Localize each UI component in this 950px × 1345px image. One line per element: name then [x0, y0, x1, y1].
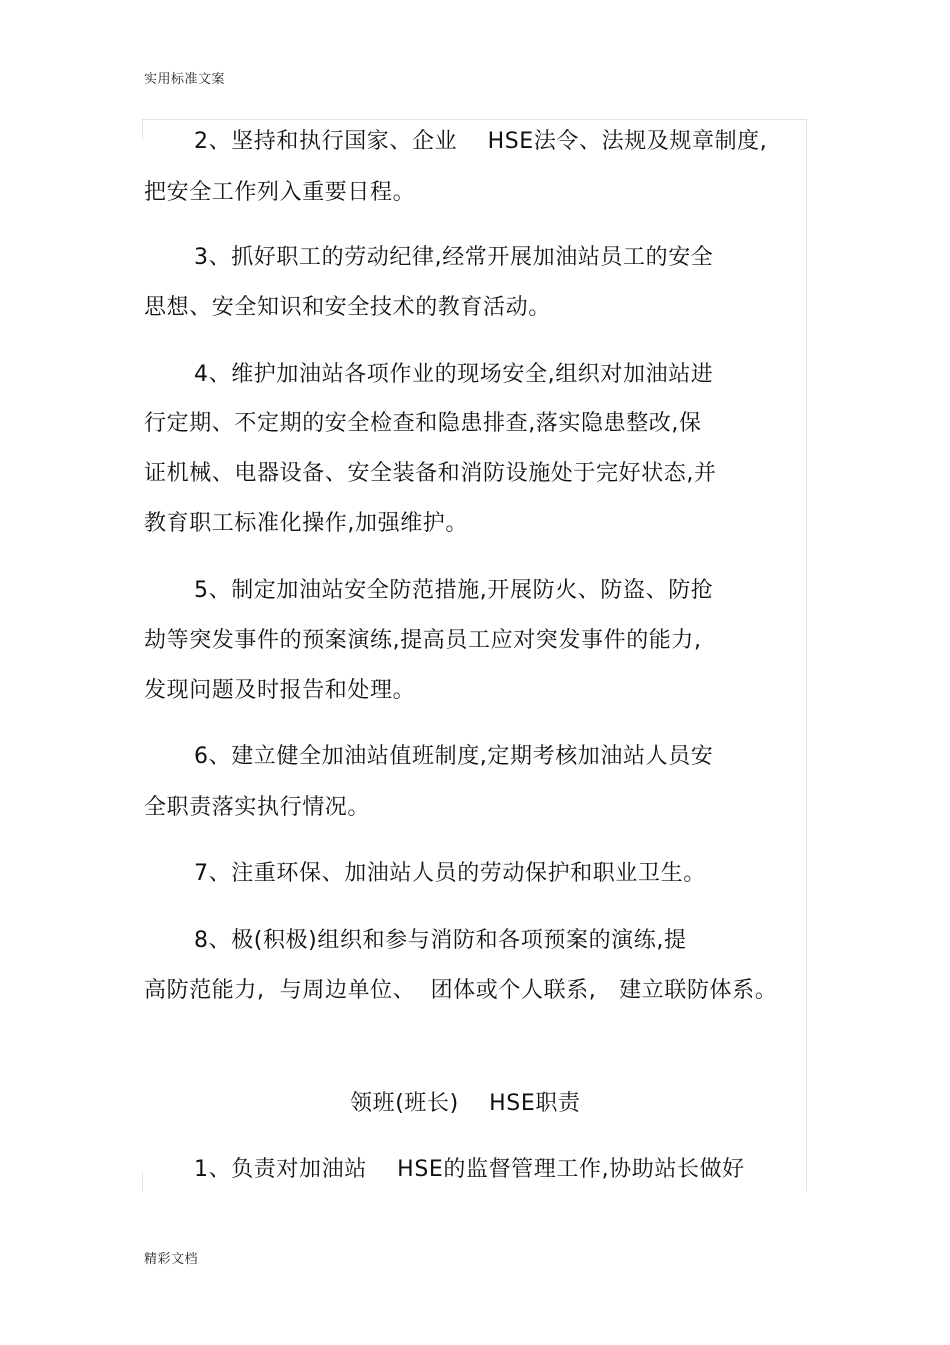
paragraph-5-line-1: 5、制定加油站安全防范措施,开展防火、防盗、防抢 [194, 578, 714, 603]
paragraph-4-line-2: 行定期、不定期的安全检查和隐患排查,落实隐患整改,保 [144, 411, 702, 436]
paragraph-5-line-3: 发现问题及时报告和处理。 [144, 678, 416, 703]
page-header: 实用标准文案 [144, 72, 226, 87]
frame-left-border-bottom [142, 1172, 143, 1192]
frame-left-border-top [142, 119, 143, 139]
paragraph-2-line-1: 2、坚持和执行国家、企业 HSE法令、法规及规章制度, [194, 129, 768, 154]
paragraph-6-line-1: 6、建立健全加油站值班制度,定期考核加油站人员安 [194, 744, 714, 769]
paragraph-3-line-2: 思想、安全知识和安全技术的教育活动。 [144, 295, 551, 320]
paragraph-6-line-2: 全职责落实执行情况。 [144, 795, 371, 820]
paragraph-7-line-1: 7、注重环保、加油站人员的劳动保护和职业卫生。 [194, 861, 706, 886]
paragraph-8-line-1: 8、极(积极)组织和参与消防和各项预案的演练,提 [194, 928, 687, 953]
paragraph-5-line-2: 劫等突发事件的预案演练,提高员工应对突发事件的能力, [144, 628, 702, 653]
frame-right-border [806, 119, 807, 1191]
section-paragraph-1-line-1: 1、负责对加油站 HSE的监督管理工作,协助站长做好 [194, 1157, 745, 1182]
paragraph-3-line-1: 3、抓好职工的劳动纪律,经常开展加油站员工的安全 [194, 245, 714, 270]
frame-top-border [142, 119, 806, 120]
paragraph-8-line-2: 高防范能力, 与周边单位、 团体或个人联系, 建立联防体系。 [144, 978, 778, 1003]
paragraph-4-line-4: 教育职工标准化操作,加强维护。 [144, 511, 468, 536]
paragraph-4-line-1: 4、维护加油站各项作业的现场安全,组织对加油站进 [194, 362, 714, 387]
page-footer: 精彩文档 [144, 1252, 199, 1267]
paragraph-2-line-2: 把安全工作列入重要日程。 [144, 180, 416, 205]
section-heading: 领班(班长) HSE职责 [350, 1091, 581, 1116]
paragraph-4-line-3: 证机械、电器设备、安全装备和消防设施处于完好状态,并 [144, 461, 717, 486]
